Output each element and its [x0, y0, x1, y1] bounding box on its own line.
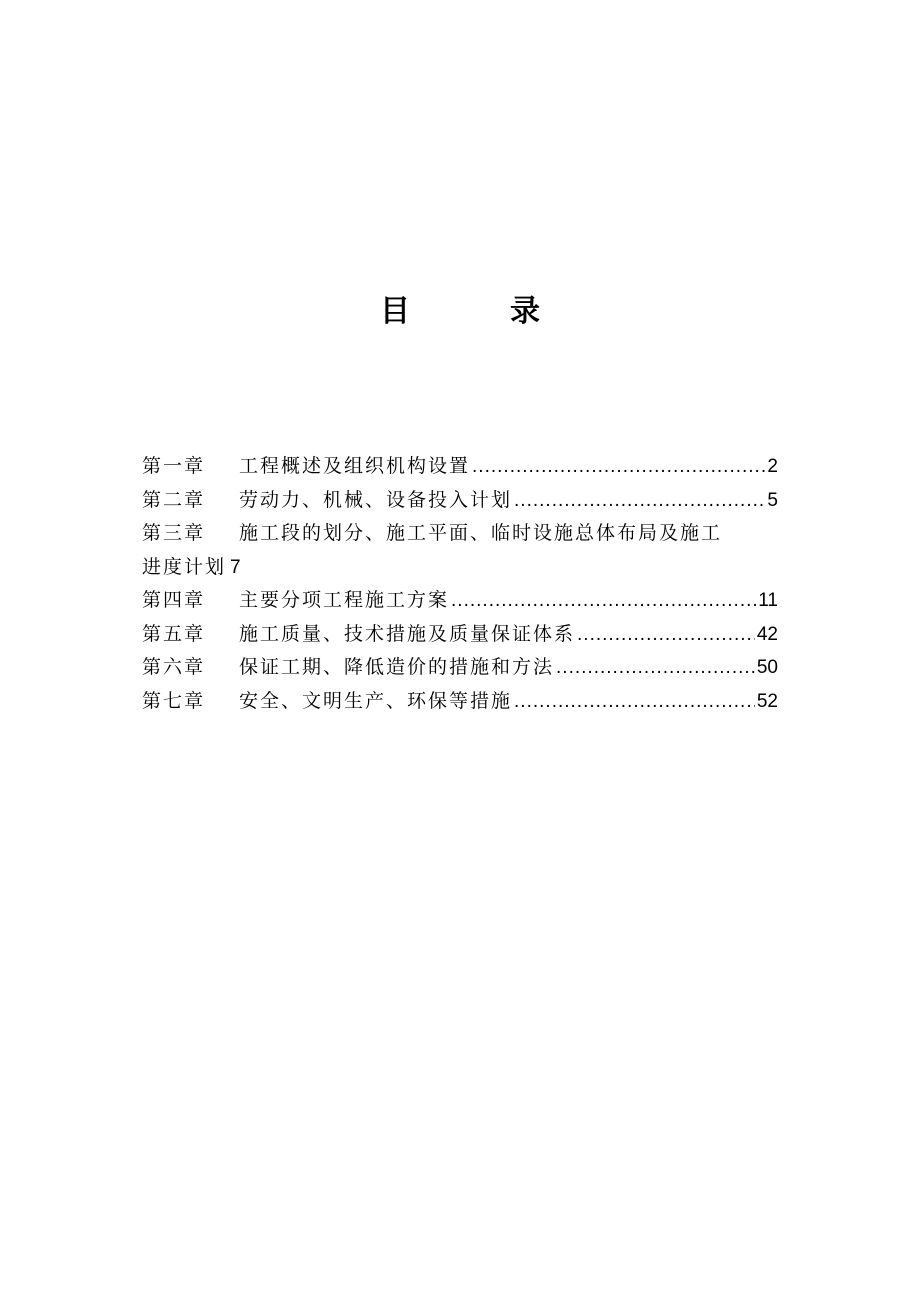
toc-page-number: 52: [756, 690, 778, 712]
toc-entry-line-2: [142, 551, 778, 585]
toc-chapter-name: 劳动力、机械、设备投入计划: [239, 488, 513, 511]
toc-title: [0, 290, 920, 334]
toc-entry-chapter-5[interactable]: [142, 618, 778, 652]
toc-title-char-1: 目: [380, 294, 410, 329]
toc-entry-chapter-2[interactable]: [142, 484, 778, 518]
toc-entry-chapter-4[interactable]: [142, 584, 778, 618]
toc-chapter-name: 保证工期、降低造价的措施和方法: [239, 656, 555, 678]
toc-chapter-label: 第四章: [142, 589, 206, 611]
toc-chapter-label: 第五章: [142, 622, 206, 645]
toc-dot-leader: [514, 685, 755, 719]
toc-page-number: 50: [756, 657, 778, 678]
toc-entry-chapter-6[interactable]: [142, 651, 778, 685]
toc-chapter-name: 安全、文明生产、环保等措施: [239, 689, 513, 712]
toc-chapter-label: 第三章: [142, 522, 206, 544]
toc-chapter-name: 主要分项工程施工方案: [239, 589, 450, 611]
toc-page-number: 42: [756, 623, 778, 645]
toc-chapter-label: 第七章: [142, 689, 206, 712]
toc-page-number: 5: [767, 489, 778, 511]
toc-title-char-2: 录: [510, 294, 540, 329]
toc-entry-line-1: [142, 517, 778, 551]
toc-chapter-name-line-2: 进度计划: [142, 555, 227, 578]
toc-chapter-name-line-1: 施工段的划分、施工平面、临时设施总体布局及施工: [239, 522, 723, 544]
toc-chapter-name: 施工质量、技术措施及质量保证体系: [239, 622, 576, 645]
toc-dot-leader: [472, 450, 765, 484]
toc-chapter-label: 第二章: [142, 488, 206, 511]
toc-chapter-label: 第六章: [142, 656, 206, 678]
toc-chapter-name: 工程概述及组织机构设置: [239, 455, 471, 477]
toc-dot-leader: [514, 484, 765, 518]
toc-page-number: 2: [767, 456, 778, 477]
toc-page-number: 7: [230, 556, 241, 578]
toc-entry-chapter-7[interactable]: [142, 685, 778, 719]
toc-dot-leader: [577, 618, 755, 652]
table-of-contents: [142, 450, 778, 718]
toc-chapter-label: 第一章: [142, 455, 206, 477]
toc-dot-leader: [556, 651, 755, 685]
toc-page-number: 11: [758, 590, 778, 611]
toc-entry-chapter-3[interactable]: [142, 517, 778, 584]
toc-dot-leader: [451, 584, 756, 618]
toc-entry-chapter-1[interactable]: [142, 450, 778, 484]
